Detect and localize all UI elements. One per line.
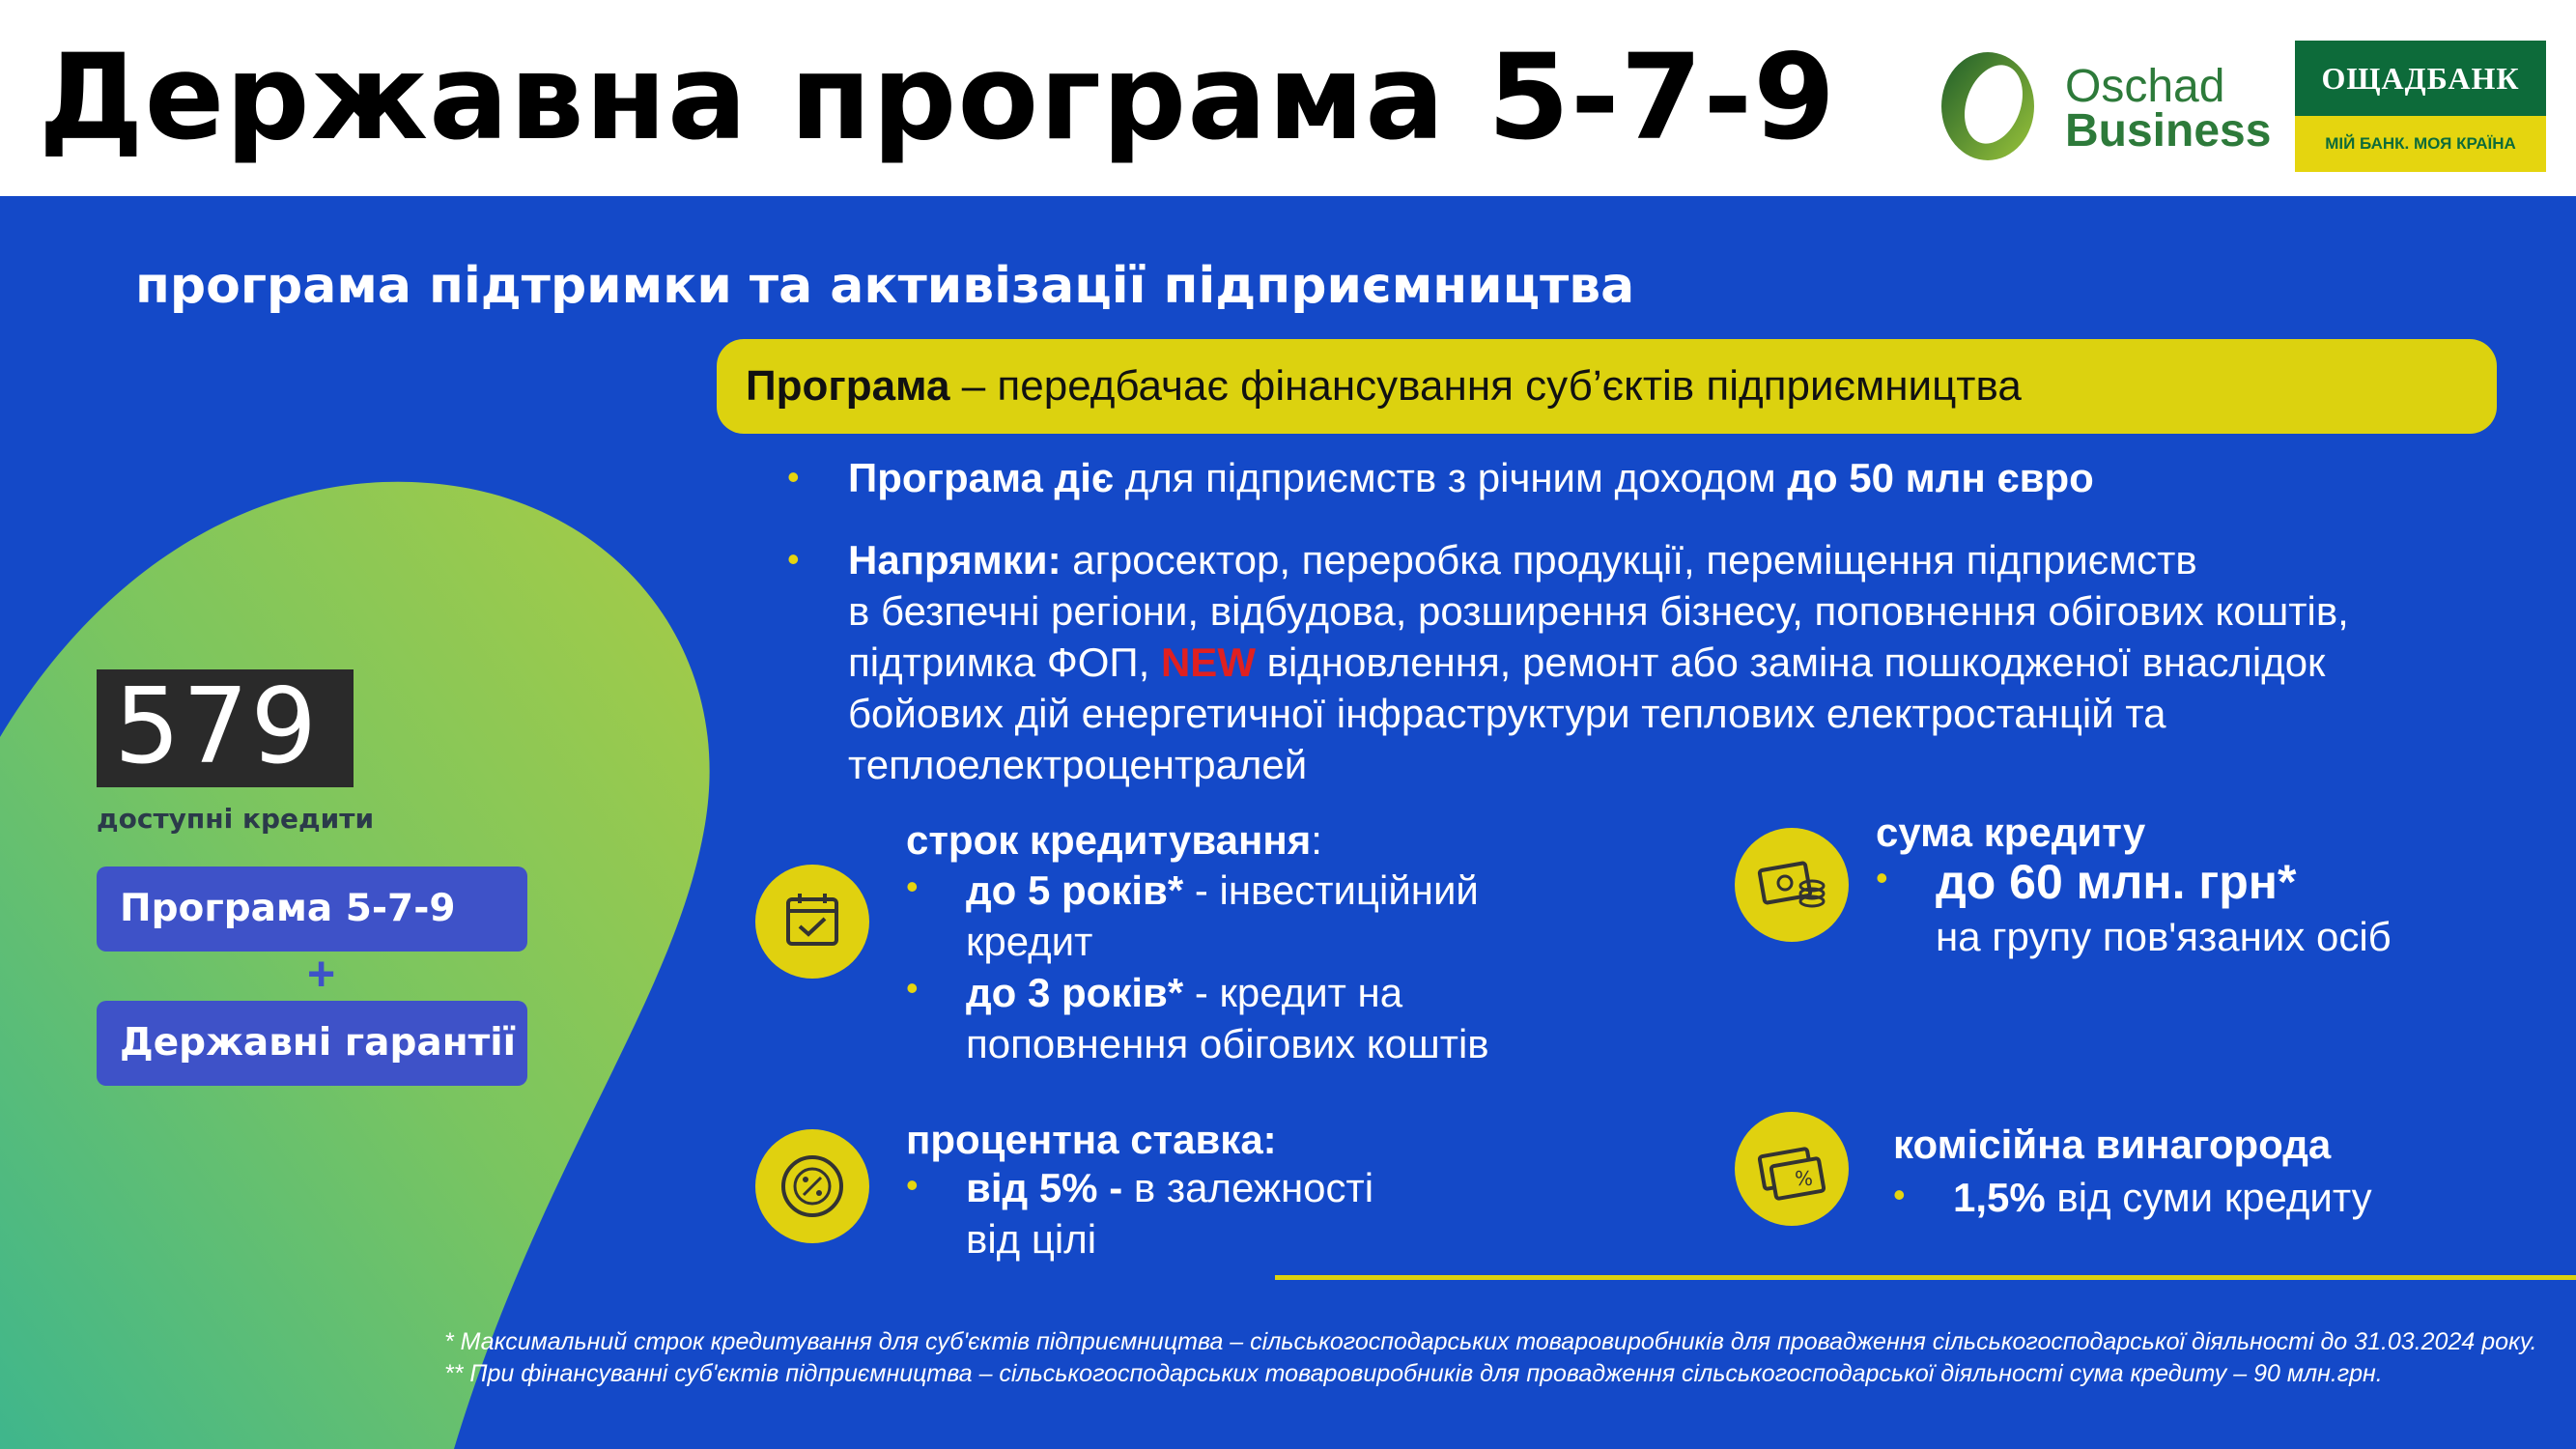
- rate-title: процентна ставка:: [906, 1117, 1277, 1162]
- bank-slogan: МІЙ БАНК. МОЯ КРАЇНА: [2325, 134, 2516, 153]
- term-invest-bold: до 5 років*: [966, 867, 1184, 913]
- oschad-swoosh-icon: [1932, 46, 2048, 167]
- directions-line2: в безпечні регіони, відбудова, розширення бізнесу, поповнення обігових коштів,: [848, 588, 2349, 634]
- rate-section: [906, 1114, 1277, 1165]
- term-working-bold: до 3 років*: [966, 970, 1184, 1015]
- commission-title: комісійна винагорода: [1893, 1122, 2332, 1167]
- term-working-text2: поповнення обігових коштів: [966, 1021, 1489, 1066]
- 579-logo: [97, 669, 354, 787]
- oschad-business-logo: [1932, 46, 2272, 167]
- bank-name: ОЩАДБАНК: [2295, 41, 2546, 116]
- business-text: Business: [2065, 105, 2272, 156]
- footnote-2: ** При фінансуванні суб'єктів підприємництва – сільськогосподарських товаровиробників для провадження сільськогосподарської діяльності сума кредиту – 90 млн.грн.: [444, 1360, 2383, 1387]
- rate-value: від 5% -: [966, 1165, 1123, 1210]
- page-title: Державна програма 5-7-9: [39, 29, 1837, 166]
- bullet-icon: •: [906, 968, 919, 1008]
- program-scope-text: [848, 452, 2094, 504]
- program-highlight-rest: – передбачає фінансування суб’єктів підприємництва: [949, 362, 2022, 410]
- oschad-text: Oschad: [2065, 61, 2225, 112]
- amount-note: на групу пов'язаних осіб: [1936, 914, 2392, 959]
- term-bullets: [966, 865, 1489, 1069]
- commission-value: 1,5%: [1953, 1175, 2046, 1220]
- footnotes: [444, 1326, 2560, 1390]
- term-invest-text: - інвестиційний: [1183, 867, 1479, 913]
- directions-line4: бойових дій енергетичної інфраструктури теплових електростанцій та: [848, 691, 2166, 736]
- directions-line3a: підтримка ФОП,: [848, 639, 1161, 685]
- term-working-text: - кредит на: [1183, 970, 1403, 1015]
- commission-section: [1893, 1119, 2331, 1170]
- bullet-icon: •: [906, 1165, 919, 1205]
- commission-bullets: [1953, 1172, 2372, 1223]
- bullet-icon: •: [1893, 1175, 1906, 1214]
- directions-line5: теплоелектроцентралей: [848, 742, 1308, 787]
- program-highlight-text: [746, 362, 2022, 411]
- program-highlight-bold: Програма: [746, 362, 950, 410]
- term-section: [906, 814, 1322, 866]
- svg-text:%: %: [1795, 1167, 1814, 1190]
- rate-bullets: [966, 1162, 1373, 1264]
- term-colon: :: [1311, 817, 1322, 863]
- program-579-badge: Програма 5-7-9: [97, 867, 527, 952]
- 579-logo-subtitle: доступні кредити: [97, 803, 375, 835]
- program-scope-rest: для підприємств з річним доходом: [1114, 455, 1788, 500]
- money-coins-icon: [1735, 828, 1849, 942]
- commission-text: від суми кредиту: [2045, 1175, 2372, 1220]
- header: [0, 0, 2576, 196]
- new-badge: NEW: [1160, 639, 1256, 685]
- bullet-icon: •: [787, 539, 800, 579]
- rate-text2: від цілі: [966, 1216, 1097, 1262]
- footnote-1: * Максимальний строк кредитування для суб'єктів підприємництва – сільськогосподарських товаровиробників для провадження сільськогосподарської діяльності до 31.03.2024 року.: [444, 1328, 2537, 1355]
- bullet-icon: •: [1876, 858, 1888, 897]
- term-title: строк кредитування: [906, 817, 1312, 863]
- oschadbank-logo: [2295, 41, 2546, 172]
- directions-text: [848, 534, 2490, 790]
- calendar-icon: [755, 865, 869, 979]
- subtitle: програма підтримки та активізації підприємництва: [135, 257, 1635, 315]
- directions-line3b: відновлення, ремонт або заміна пошкодженої внаслідок: [1255, 639, 2326, 685]
- directions-bold: Напрямки:: [848, 537, 1062, 582]
- bullet-icon: •: [787, 457, 800, 497]
- term-invest-text2: кредит: [966, 919, 1093, 964]
- state-guarantees-badge: Державні гарантії: [97, 1001, 527, 1086]
- 579-logo-text: 579: [114, 667, 320, 787]
- amount-bullets: [1936, 853, 2392, 962]
- bullet-icon: •: [906, 867, 919, 906]
- amount-section: [1876, 807, 2145, 858]
- program-highlight-bar: [717, 339, 2497, 434]
- program-scope-bold: Програма діє: [848, 455, 1115, 500]
- money-percent-icon: [1735, 1112, 1849, 1226]
- amount-value: до 60 млн. грн*: [1936, 855, 2297, 909]
- percent-cycle-icon: [755, 1129, 869, 1243]
- amount-title: сума кредиту: [1876, 810, 2146, 855]
- rate-text: в залежності: [1122, 1165, 1374, 1210]
- directions-line1: агросектор, переробка продукції, переміщення підприємств: [1061, 537, 2197, 582]
- program-scope-limit: до 50 млн євро: [1787, 455, 2094, 500]
- divider-line: [1275, 1275, 2576, 1280]
- plus-icon: +: [307, 947, 336, 1001]
- main-panel: [0, 196, 2576, 1449]
